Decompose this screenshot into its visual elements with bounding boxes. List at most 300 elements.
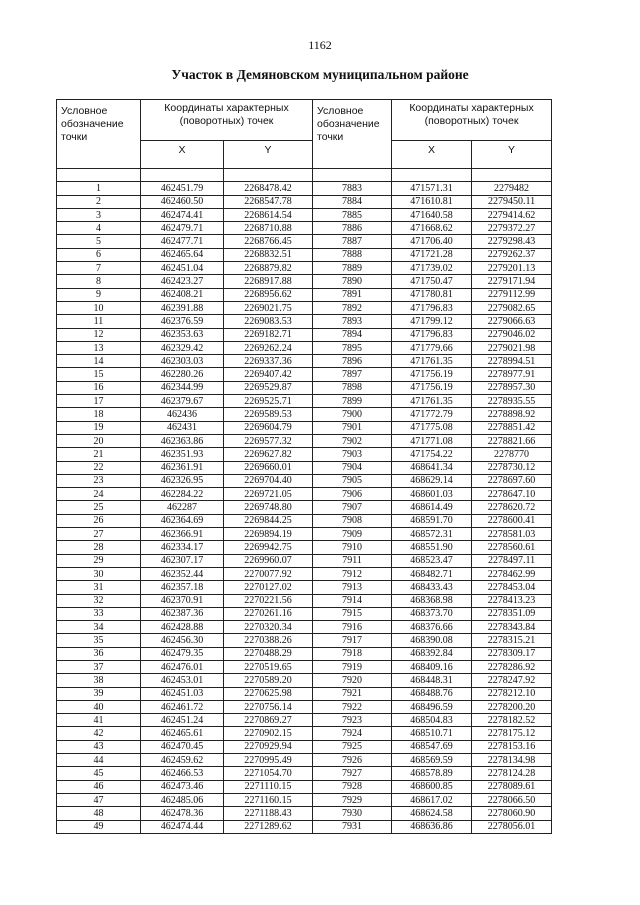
cell-x-left: 462485.06 (141, 793, 224, 806)
cell-x-left: 462431 (141, 421, 224, 434)
cell-x-left: 462470.45 (141, 740, 224, 753)
cell-x-left: 462423.27 (141, 275, 224, 288)
cell-y-left: 2268956.62 (224, 288, 313, 301)
cell-y-left: 2269660.01 (224, 461, 313, 474)
table-row (57, 501, 552, 514)
header-y-left: Y (224, 141, 313, 169)
cell-x-right: 471754.22 (392, 448, 472, 461)
cell-y-left: 2270519.65 (224, 660, 313, 673)
cell-x-right: 471756.19 (392, 381, 472, 394)
table-row (57, 328, 552, 341)
cell-point-left: 21 (57, 448, 141, 461)
cell-point-right: 7907 (313, 501, 392, 514)
cell-point-right: 7928 (313, 780, 392, 793)
cell-y-left: 2270995.49 (224, 754, 313, 767)
cell-x-right: 471571.31 (392, 182, 472, 195)
cell-x-right: 468591.70 (392, 514, 472, 527)
cell-y-right: 2279372.27 (472, 222, 552, 235)
table-row (57, 807, 552, 820)
cell-y-right: 2278343.84 (472, 621, 552, 634)
cell-x-left: 462366.91 (141, 528, 224, 541)
table-row (57, 208, 552, 221)
cell-point-right: 7914 (313, 594, 392, 607)
cell-y-left: 2270869.27 (224, 714, 313, 727)
cell-x-left: 462287 (141, 501, 224, 514)
cell-x-left: 462364.69 (141, 514, 224, 527)
cell-y-right: 2278935.55 (472, 395, 552, 408)
cell-point-left: 22 (57, 461, 141, 474)
cell-y-right: 2278770 (472, 448, 552, 461)
table-row (57, 740, 552, 753)
table-row (57, 634, 552, 647)
cell-point-right: 7921 (313, 687, 392, 700)
cell-point-right: 7922 (313, 700, 392, 713)
cell-x-right: 471779.66 (392, 341, 472, 354)
header-point-left: Условное обозначение точки (57, 100, 141, 169)
header-x-left: Х (141, 141, 224, 169)
cell-y-right: 2278175.12 (472, 727, 552, 740)
table-row (57, 780, 552, 793)
cell-y-left: 2269083.53 (224, 315, 313, 328)
cell-y-left: 2270388.26 (224, 634, 313, 647)
cell-y-right: 2279171.94 (472, 275, 552, 288)
cell-point-left: 17 (57, 395, 141, 408)
cell-x-right: 471780.81 (392, 288, 472, 301)
cell-x-right: 468551.90 (392, 541, 472, 554)
cell-x-right: 468617.02 (392, 793, 472, 806)
cell-point-left: 20 (57, 434, 141, 447)
cell-x-right: 471640.58 (392, 208, 472, 221)
cell-x-left: 462352.44 (141, 567, 224, 580)
table-row (57, 288, 552, 301)
cell-point-left: 45 (57, 767, 141, 780)
table-row (57, 514, 552, 527)
cell-y-right: 2279262.37 (472, 248, 552, 261)
cell-x-right: 471761.35 (392, 395, 472, 408)
cell-x-right: 468433.43 (392, 581, 472, 594)
cell-x-right: 471796.83 (392, 301, 472, 314)
cell-x-right: 471799.12 (392, 315, 472, 328)
cell-x-left: 462474.41 (141, 208, 224, 221)
cell-y-left: 2269337.36 (224, 355, 313, 368)
table-row (57, 674, 552, 687)
cell-point-left: 40 (57, 700, 141, 713)
cell-point-left: 48 (57, 807, 141, 820)
cell-x-right: 468368.98 (392, 594, 472, 607)
cell-y-left: 2268547.78 (224, 195, 313, 208)
cell-y-left: 2269704.40 (224, 474, 313, 487)
cell-point-left: 10 (57, 301, 141, 314)
cell-point-left: 32 (57, 594, 141, 607)
cell-point-left: 30 (57, 567, 141, 580)
cell-point-right: 7906 (313, 488, 392, 501)
cell-x-left: 462456.30 (141, 634, 224, 647)
table-row (57, 621, 552, 634)
cell-y-right: 2278286.92 (472, 660, 552, 673)
cell-x-right: 471761.35 (392, 355, 472, 368)
cell-point-right: 7889 (313, 262, 392, 275)
cell-y-right: 2278309.17 (472, 647, 552, 660)
table-row (57, 421, 552, 434)
cell-point-right: 7926 (313, 754, 392, 767)
cell-y-left: 2271289.62 (224, 820, 313, 833)
cell-y-left: 2269604.79 (224, 421, 313, 434)
cell-x-right: 468614.49 (392, 501, 472, 514)
cell-point-right: 7885 (313, 208, 392, 221)
cell-x-left: 462474.44 (141, 820, 224, 833)
cell-x-left: 462363.86 (141, 434, 224, 447)
cell-y-right: 2278697.60 (472, 474, 552, 487)
cell-point-left: 9 (57, 288, 141, 301)
cell-x-left: 462479.35 (141, 647, 224, 660)
cell-y-left: 2270488.29 (224, 647, 313, 660)
cell-point-left: 44 (57, 754, 141, 767)
cell-x-right: 468373.70 (392, 607, 472, 620)
cell-y-right: 2278497.11 (472, 554, 552, 567)
cell-x-left: 462477.71 (141, 235, 224, 248)
cell-y-right: 2278994.51 (472, 355, 552, 368)
cell-point-left: 6 (57, 248, 141, 261)
cell-y-left: 2268879.82 (224, 262, 313, 275)
cell-y-left: 2271160.15 (224, 793, 313, 806)
cell-y-left: 2271110.15 (224, 780, 313, 793)
header-x-right: Х (392, 141, 472, 169)
cell-x-right: 468392.84 (392, 647, 472, 660)
cell-point-right: 7931 (313, 820, 392, 833)
cell-x-right: 471706.40 (392, 235, 472, 248)
cell-x-left: 462353.63 (141, 328, 224, 341)
cell-x-right: 471610.81 (392, 195, 472, 208)
cell-x-left: 462408.21 (141, 288, 224, 301)
cell-point-left: 37 (57, 660, 141, 673)
cell-x-left: 462473.46 (141, 780, 224, 793)
cell-y-right: 2278898.92 (472, 408, 552, 421)
table-row (57, 820, 552, 833)
table-row (57, 341, 552, 354)
cell-y-right: 2278957.30 (472, 381, 552, 394)
cell-y-left: 2268766.45 (224, 235, 313, 248)
cell-x-left: 462465.61 (141, 727, 224, 740)
cell-y-left: 2269262.24 (224, 341, 313, 354)
cell-x-right: 468482.71 (392, 567, 472, 580)
cell-x-right: 468523.47 (392, 554, 472, 567)
table-row (57, 262, 552, 275)
cell-y-right: 2278620.72 (472, 501, 552, 514)
cell-y-right: 2279298.43 (472, 235, 552, 248)
cell-x-right: 471756.19 (392, 368, 472, 381)
coordinates-table (56, 99, 552, 834)
cell-point-right: 7888 (313, 248, 392, 261)
cell-x-left: 462326.95 (141, 474, 224, 487)
cell-point-right: 7905 (313, 474, 392, 487)
cell-point-left: 14 (57, 355, 141, 368)
spacer-row (57, 169, 552, 182)
cell-point-right: 7917 (313, 634, 392, 647)
cell-y-right: 2278212.10 (472, 687, 552, 700)
cell-point-left: 19 (57, 421, 141, 434)
cell-point-left: 31 (57, 581, 141, 594)
cell-point-right: 7927 (313, 767, 392, 780)
cell-y-right: 2278730.12 (472, 461, 552, 474)
cell-y-left: 2269529.87 (224, 381, 313, 394)
cell-y-right: 2278581.03 (472, 528, 552, 541)
cell-x-left: 462428.88 (141, 621, 224, 634)
header-point-right: Условное обозначение точки (313, 100, 392, 169)
cell-point-right: 7930 (313, 807, 392, 820)
cell-y-right: 2278247.92 (472, 674, 552, 687)
cell-point-right: 7887 (313, 235, 392, 248)
cell-point-left: 47 (57, 793, 141, 806)
cell-point-right: 7915 (313, 607, 392, 620)
cell-point-right: 7895 (313, 341, 392, 354)
cell-y-right: 2278060.90 (472, 807, 552, 820)
cell-x-right: 471775.08 (392, 421, 472, 434)
table-row (57, 581, 552, 594)
table-row (57, 461, 552, 474)
cell-y-left: 2270127.02 (224, 581, 313, 594)
cell-y-left: 2270320.34 (224, 621, 313, 634)
cell-point-right: 7920 (313, 674, 392, 687)
cell-x-left: 462307.17 (141, 554, 224, 567)
cell-point-left: 35 (57, 634, 141, 647)
cell-y-left: 2269942.75 (224, 541, 313, 554)
cell-point-left: 8 (57, 275, 141, 288)
cell-point-left: 41 (57, 714, 141, 727)
cell-y-right: 2278200.20 (472, 700, 552, 713)
cell-point-left: 49 (57, 820, 141, 833)
cell-point-right: 7919 (313, 660, 392, 673)
cell-x-right: 468510.71 (392, 727, 472, 740)
cell-x-right: 468448.31 (392, 674, 472, 687)
cell-point-left: 25 (57, 501, 141, 514)
table-row (57, 474, 552, 487)
cell-x-left: 462466.53 (141, 767, 224, 780)
cell-x-left: 462461.72 (141, 700, 224, 713)
cell-y-left: 2269525.71 (224, 395, 313, 408)
cell-y-left: 2269589.53 (224, 408, 313, 421)
cell-x-right: 468504.83 (392, 714, 472, 727)
cell-y-right: 2279414.62 (472, 208, 552, 221)
cell-x-left: 462436 (141, 408, 224, 421)
cell-y-right: 2278851.42 (472, 421, 552, 434)
cell-x-left: 462303.03 (141, 355, 224, 368)
cell-x-right: 468629.14 (392, 474, 472, 487)
cell-y-left: 2271188.43 (224, 807, 313, 820)
cell-x-right: 471750.47 (392, 275, 472, 288)
cell-point-right: 7904 (313, 461, 392, 474)
table-row (57, 754, 552, 767)
cell-y-left: 2268710.88 (224, 222, 313, 235)
cell-point-left: 3 (57, 208, 141, 221)
cell-x-left: 462451.04 (141, 262, 224, 275)
cell-y-right: 2279021.98 (472, 341, 552, 354)
table-row (57, 700, 552, 713)
cell-x-left: 462379.67 (141, 395, 224, 408)
cell-point-left: 43 (57, 740, 141, 753)
cell-x-right: 468572.31 (392, 528, 472, 541)
cell-point-left: 2 (57, 195, 141, 208)
cell-point-right: 7924 (313, 727, 392, 740)
cell-point-right: 7886 (313, 222, 392, 235)
cell-point-left: 13 (57, 341, 141, 354)
cell-x-right: 468547.69 (392, 740, 472, 753)
cell-point-left: 1 (57, 182, 141, 195)
cell-x-right: 468600.85 (392, 780, 472, 793)
cell-x-left: 462329.42 (141, 341, 224, 354)
table-row (57, 528, 552, 541)
cell-point-right: 7911 (313, 554, 392, 567)
cell-point-right: 7890 (313, 275, 392, 288)
cell-point-left: 5 (57, 235, 141, 248)
header-y-right: Y (472, 141, 552, 169)
cell-point-right: 7899 (313, 395, 392, 408)
cell-point-left: 18 (57, 408, 141, 421)
cell-point-right: 7884 (313, 195, 392, 208)
cell-y-left: 2270929.94 (224, 740, 313, 753)
cell-point-right: 7898 (313, 381, 392, 394)
table-row (57, 687, 552, 700)
cell-y-left: 2269182.71 (224, 328, 313, 341)
table-body (57, 169, 552, 834)
page-number: 1162 (308, 38, 332, 52)
cell-x-right: 471668.62 (392, 222, 472, 235)
table-row (57, 248, 552, 261)
cell-x-left: 462334.17 (141, 541, 224, 554)
cell-x-left: 462351.93 (141, 448, 224, 461)
cell-y-right: 2279201.13 (472, 262, 552, 275)
cell-y-right: 2278462.99 (472, 567, 552, 580)
cell-point-right: 7910 (313, 541, 392, 554)
table-row (57, 355, 552, 368)
cell-point-right: 7909 (313, 528, 392, 541)
cell-point-right: 7896 (313, 355, 392, 368)
cell-x-right: 471739.02 (392, 262, 472, 275)
cell-point-left: 24 (57, 488, 141, 501)
cell-x-right: 468636.86 (392, 820, 472, 833)
cell-point-left: 11 (57, 315, 141, 328)
cell-x-right: 468601.03 (392, 488, 472, 501)
cell-point-right: 7908 (313, 514, 392, 527)
cell-y-right: 2278066.50 (472, 793, 552, 806)
table-row (57, 714, 552, 727)
cell-x-right: 468578.89 (392, 767, 472, 780)
cell-x-right: 471796.83 (392, 328, 472, 341)
cell-x-left: 462376.59 (141, 315, 224, 328)
cell-y-right: 2278089.61 (472, 780, 552, 793)
cell-x-left: 462344.99 (141, 381, 224, 394)
cell-point-left: 42 (57, 727, 141, 740)
table-row (57, 727, 552, 740)
table-row (57, 434, 552, 447)
table-row (57, 275, 552, 288)
cell-y-right: 2278124.28 (472, 767, 552, 780)
table-row (57, 488, 552, 501)
cell-x-right: 468624.58 (392, 807, 472, 820)
cell-x-left: 462284.22 (141, 488, 224, 501)
cell-point-left: 27 (57, 528, 141, 541)
cell-point-left: 15 (57, 368, 141, 381)
table-row (57, 395, 552, 408)
cell-point-right: 7893 (313, 315, 392, 328)
cell-point-right: 7900 (313, 408, 392, 421)
cell-x-left: 462280.26 (141, 368, 224, 381)
cell-point-left: 33 (57, 607, 141, 620)
cell-point-left: 4 (57, 222, 141, 235)
cell-x-right: 471771.08 (392, 434, 472, 447)
cell-point-left: 12 (57, 328, 141, 341)
cell-point-left: 36 (57, 647, 141, 660)
cell-x-right: 471772.79 (392, 408, 472, 421)
cell-point-left: 39 (57, 687, 141, 700)
cell-point-right: 7912 (313, 567, 392, 580)
cell-y-left: 2269894.19 (224, 528, 313, 541)
cell-x-left: 462451.24 (141, 714, 224, 727)
cell-x-right: 468390.08 (392, 634, 472, 647)
cell-y-left: 2270589.20 (224, 674, 313, 687)
cell-point-right: 7929 (313, 793, 392, 806)
cell-y-right: 2279046.02 (472, 328, 552, 341)
cell-point-right: 7891 (313, 288, 392, 301)
cell-y-left: 2268917.88 (224, 275, 313, 288)
cell-point-left: 7 (57, 262, 141, 275)
cell-point-left: 38 (57, 674, 141, 687)
cell-x-left: 462370.91 (141, 594, 224, 607)
cell-x-left: 462460.50 (141, 195, 224, 208)
cell-point-left: 16 (57, 381, 141, 394)
cell-y-right: 2279112.99 (472, 288, 552, 301)
cell-y-left: 2270756.14 (224, 700, 313, 713)
table-row (57, 541, 552, 554)
cell-y-right: 2278351.09 (472, 607, 552, 620)
cell-x-left: 462451.03 (141, 687, 224, 700)
cell-point-right: 7902 (313, 434, 392, 447)
cell-y-right: 2278453.04 (472, 581, 552, 594)
cell-x-left: 462387.36 (141, 607, 224, 620)
cell-y-left: 2270261.16 (224, 607, 313, 620)
cell-y-left: 2268478.42 (224, 182, 313, 195)
cell-x-left: 462478.36 (141, 807, 224, 820)
cell-y-right: 2279066.63 (472, 315, 552, 328)
cell-y-left: 2268614.54 (224, 208, 313, 221)
header-coords-left: Координаты характерных (поворотных) точек (141, 100, 313, 141)
cell-y-left: 2269021.75 (224, 301, 313, 314)
cell-y-left: 2270077.92 (224, 567, 313, 580)
cell-y-right: 2278182.52 (472, 714, 552, 727)
cell-y-right: 2279082.65 (472, 301, 552, 314)
cell-point-right: 7883 (313, 182, 392, 195)
cell-y-right: 2278315.21 (472, 634, 552, 647)
cell-y-left: 2271054.70 (224, 767, 313, 780)
cell-y-left: 2270625.98 (224, 687, 313, 700)
cell-y-right: 2278560.61 (472, 541, 552, 554)
cell-y-right: 2278600.41 (472, 514, 552, 527)
cell-y-left: 2269577.32 (224, 434, 313, 447)
cell-y-left: 2269960.07 (224, 554, 313, 567)
table-row (57, 301, 552, 314)
cell-point-right: 7894 (313, 328, 392, 341)
table-row (57, 594, 552, 607)
cell-y-left: 2269721.05 (224, 488, 313, 501)
table-header (57, 100, 552, 169)
cell-point-right: 7897 (313, 368, 392, 381)
table-row (57, 235, 552, 248)
table-row (57, 182, 552, 195)
cell-x-right: 468409.16 (392, 660, 472, 673)
cell-x-left: 462465.64 (141, 248, 224, 261)
table-row (57, 607, 552, 620)
cell-y-right: 2278413.23 (472, 594, 552, 607)
cell-y-left: 2268832.51 (224, 248, 313, 261)
